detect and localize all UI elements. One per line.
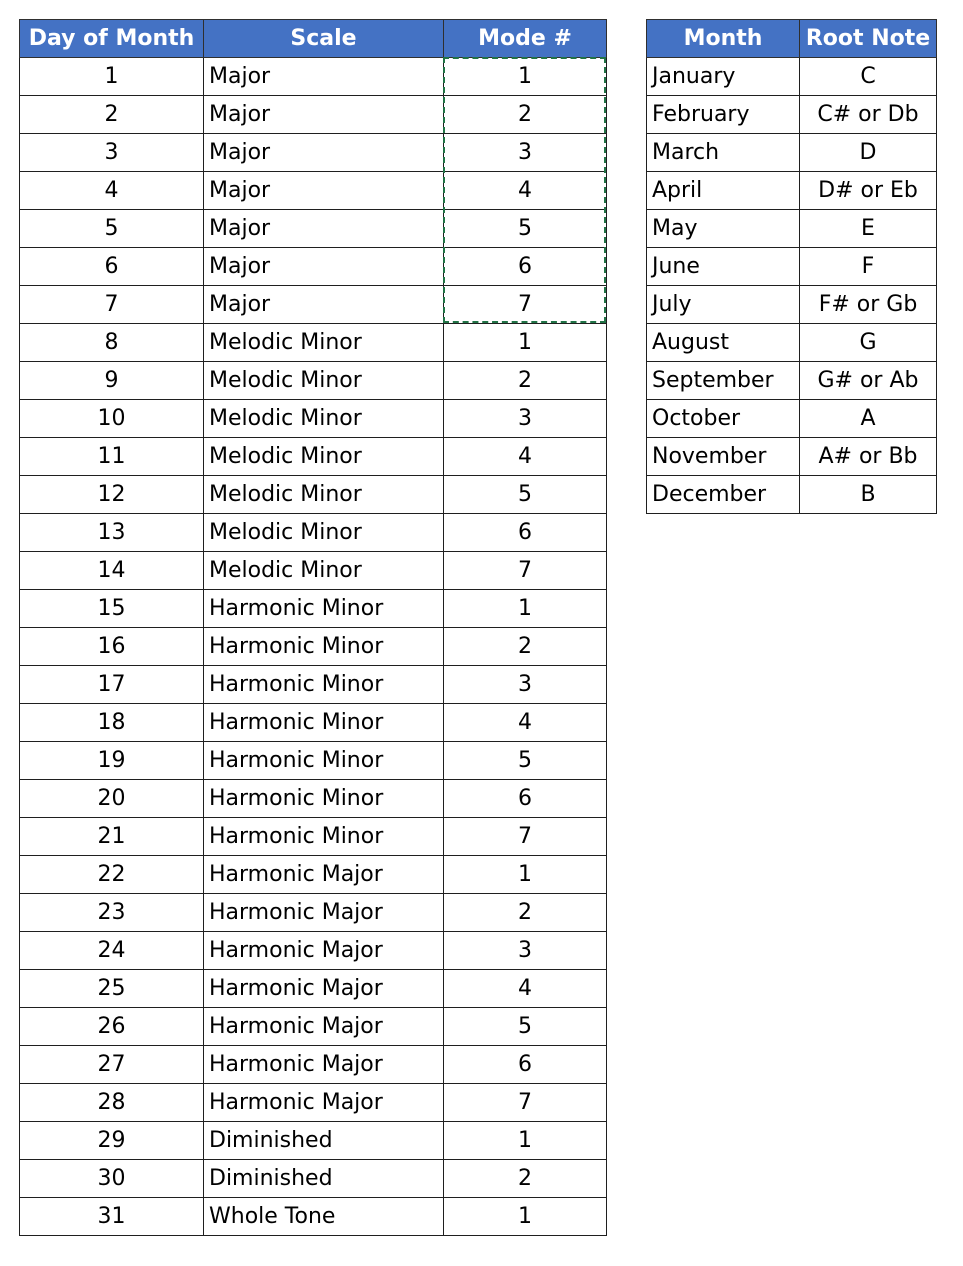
table-row bbox=[20, 476, 607, 514]
cell-month[interactable]: August bbox=[647, 324, 800, 362]
cell-mode[interactable]: 3 bbox=[444, 666, 607, 704]
table-row bbox=[20, 818, 607, 856]
cell-root-note[interactable]: A bbox=[800, 400, 937, 438]
table-row bbox=[20, 514, 607, 552]
table-row bbox=[20, 704, 607, 742]
table-row bbox=[647, 362, 937, 400]
cell-scale[interactable]: Major bbox=[204, 96, 444, 134]
month-header-row bbox=[647, 20, 937, 58]
cell-scale[interactable]: Harmonic Major bbox=[204, 1084, 444, 1122]
cell-root-note[interactable]: B bbox=[800, 476, 937, 514]
table-row bbox=[647, 172, 937, 210]
cell-root-note[interactable]: F bbox=[800, 248, 937, 286]
cell-day[interactable]: 6 bbox=[20, 248, 204, 286]
cell-day[interactable]: 7 bbox=[20, 286, 204, 324]
cell-mode[interactable]: 3 bbox=[444, 134, 607, 172]
cell-day[interactable]: 14 bbox=[20, 552, 204, 590]
cell-month[interactable]: March bbox=[647, 134, 800, 172]
cell-scale[interactable]: Harmonic Major bbox=[204, 970, 444, 1008]
table-row bbox=[20, 1008, 607, 1046]
cell-mode[interactable]: 6 bbox=[444, 1046, 607, 1084]
header-root-note[interactable]: Root Note bbox=[800, 20, 937, 58]
table-row bbox=[20, 742, 607, 780]
table-row bbox=[20, 248, 607, 286]
table-row bbox=[647, 58, 937, 96]
cell-scale[interactable]: Harmonic Major bbox=[204, 894, 444, 932]
cell-mode[interactable]: 1 bbox=[444, 1198, 607, 1236]
cell-day[interactable]: 3 bbox=[20, 134, 204, 172]
cell-mode[interactable]: 7 bbox=[444, 1084, 607, 1122]
cell-scale[interactable]: Major bbox=[204, 210, 444, 248]
cell-mode[interactable]: 2 bbox=[444, 96, 607, 134]
cell-scale[interactable]: Harmonic Major bbox=[204, 932, 444, 970]
table-row bbox=[20, 362, 607, 400]
cell-scale[interactable]: Harmonic Minor bbox=[204, 742, 444, 780]
header-day-of-month[interactable]: Day of Month bbox=[20, 20, 204, 58]
table-row bbox=[20, 400, 607, 438]
cell-mode[interactable]: 7 bbox=[444, 818, 607, 856]
cell-root-note[interactable]: G# or Ab bbox=[800, 362, 937, 400]
table-row bbox=[20, 438, 607, 476]
cell-day[interactable]: 21 bbox=[20, 818, 204, 856]
table-row bbox=[20, 552, 607, 590]
cell-root-note[interactable]: F# or Gb bbox=[800, 286, 937, 324]
cell-mode[interactable]: 2 bbox=[444, 362, 607, 400]
cell-scale[interactable]: Major bbox=[204, 172, 444, 210]
cell-day[interactable]: 25 bbox=[20, 970, 204, 1008]
cell-mode[interactable]: 3 bbox=[444, 400, 607, 438]
cell-mode[interactable]: 1 bbox=[444, 58, 607, 96]
cell-root-note[interactable]: E bbox=[800, 210, 937, 248]
cell-mode[interactable]: 6 bbox=[444, 780, 607, 818]
cell-mode[interactable]: 6 bbox=[444, 514, 607, 552]
cell-scale[interactable]: Major bbox=[204, 58, 444, 96]
cell-scale[interactable]: Whole Tone bbox=[204, 1198, 444, 1236]
cell-day[interactable]: 27 bbox=[20, 1046, 204, 1084]
cell-mode[interactable]: 1 bbox=[444, 324, 607, 362]
cell-day[interactable]: 24 bbox=[20, 932, 204, 970]
cell-scale[interactable]: Harmonic Minor bbox=[204, 818, 444, 856]
cell-month[interactable]: September bbox=[647, 362, 800, 400]
cell-day[interactable]: 4 bbox=[20, 172, 204, 210]
scale-header-row bbox=[20, 20, 607, 58]
cell-scale[interactable]: Harmonic Minor bbox=[204, 780, 444, 818]
cell-scale[interactable]: Harmonic Minor bbox=[204, 666, 444, 704]
cell-mode[interactable]: 4 bbox=[444, 704, 607, 742]
cell-scale[interactable]: Major bbox=[204, 286, 444, 324]
table-row bbox=[647, 476, 937, 514]
cell-day[interactable]: 5 bbox=[20, 210, 204, 248]
cell-month[interactable]: May bbox=[647, 210, 800, 248]
cell-day[interactable]: 22 bbox=[20, 856, 204, 894]
table-row bbox=[20, 324, 607, 362]
table-row bbox=[20, 286, 607, 324]
cell-root-note[interactable]: C bbox=[800, 58, 937, 96]
cell-mode[interactable]: 1 bbox=[444, 590, 607, 628]
cell-scale[interactable]: Harmonic Minor bbox=[204, 704, 444, 742]
header-mode[interactable]: Mode # bbox=[444, 20, 607, 58]
cell-day[interactable]: 8 bbox=[20, 324, 204, 362]
header-month[interactable]: Month bbox=[647, 20, 800, 58]
cell-mode[interactable]: 4 bbox=[444, 172, 607, 210]
cell-month[interactable]: June bbox=[647, 248, 800, 286]
table-row bbox=[20, 1198, 607, 1236]
cell-day[interactable]: 20 bbox=[20, 780, 204, 818]
cell-root-note[interactable]: C# or Db bbox=[800, 96, 937, 134]
table-row bbox=[20, 96, 607, 134]
cell-scale[interactable]: Major bbox=[204, 248, 444, 286]
table-row bbox=[20, 628, 607, 666]
cell-root-note[interactable]: G bbox=[800, 324, 937, 362]
cell-scale[interactable]: Harmonic Major bbox=[204, 1046, 444, 1084]
cell-scale[interactable]: Melodic Minor bbox=[204, 400, 444, 438]
cell-scale[interactable]: Harmonic Minor bbox=[204, 628, 444, 666]
cell-day[interactable]: 12 bbox=[20, 476, 204, 514]
cell-scale[interactable]: Melodic Minor bbox=[204, 324, 444, 362]
cell-scale[interactable]: Harmonic Minor bbox=[204, 590, 444, 628]
cell-mode[interactable]: 6 bbox=[444, 248, 607, 286]
cell-mode[interactable]: 3 bbox=[444, 932, 607, 970]
cell-day[interactable]: 29 bbox=[20, 1122, 204, 1160]
table-row bbox=[647, 324, 937, 362]
month-table bbox=[646, 19, 937, 514]
cell-mode[interactable]: 5 bbox=[444, 476, 607, 514]
cell-mode[interactable]: 5 bbox=[444, 1008, 607, 1046]
cell-day[interactable]: 19 bbox=[20, 742, 204, 780]
table-row bbox=[647, 96, 937, 134]
cell-root-note[interactable]: A# or Bb bbox=[800, 438, 937, 476]
cell-scale[interactable]: Melodic Minor bbox=[204, 362, 444, 400]
cell-day[interactable]: 9 bbox=[20, 362, 204, 400]
cell-day[interactable]: 18 bbox=[20, 704, 204, 742]
cell-day[interactable]: 15 bbox=[20, 590, 204, 628]
cell-day[interactable]: 1 bbox=[20, 58, 204, 96]
cell-scale[interactable]: Melodic Minor bbox=[204, 514, 444, 552]
cell-scale[interactable]: Melodic Minor bbox=[204, 476, 444, 514]
cell-mode[interactable]: 2 bbox=[444, 894, 607, 932]
table-row bbox=[20, 1046, 607, 1084]
cell-mode[interactable]: 4 bbox=[444, 438, 607, 476]
table-row bbox=[647, 400, 937, 438]
cell-day[interactable]: 31 bbox=[20, 1198, 204, 1236]
cell-mode[interactable]: 5 bbox=[444, 210, 607, 248]
cell-mode[interactable]: 7 bbox=[444, 286, 607, 324]
cell-root-note[interactable]: D# or Eb bbox=[800, 172, 937, 210]
cell-month[interactable]: October bbox=[647, 400, 800, 438]
cell-month[interactable]: February bbox=[647, 96, 800, 134]
table-row bbox=[20, 894, 607, 932]
table-row bbox=[647, 286, 937, 324]
table-row bbox=[20, 780, 607, 818]
scale-table bbox=[19, 19, 607, 1236]
cell-scale[interactable]: Melodic Minor bbox=[204, 552, 444, 590]
cell-root-note[interactable]: D bbox=[800, 134, 937, 172]
cell-mode[interactable]: 7 bbox=[444, 552, 607, 590]
cell-mode[interactable]: 1 bbox=[444, 1122, 607, 1160]
cell-scale[interactable]: Harmonic Major bbox=[204, 1008, 444, 1046]
table-row bbox=[647, 210, 937, 248]
cell-mode[interactable]: 5 bbox=[444, 742, 607, 780]
cell-mode[interactable]: 4 bbox=[444, 970, 607, 1008]
table-row bbox=[20, 590, 607, 628]
cell-day[interactable]: 26 bbox=[20, 1008, 204, 1046]
cell-scale[interactable]: Diminished bbox=[204, 1160, 444, 1198]
cell-scale[interactable]: Harmonic Major bbox=[204, 856, 444, 894]
cell-day[interactable]: 11 bbox=[20, 438, 204, 476]
cell-mode[interactable]: 1 bbox=[444, 856, 607, 894]
header-scale[interactable]: Scale bbox=[204, 20, 444, 58]
cell-day[interactable]: 16 bbox=[20, 628, 204, 666]
cell-month[interactable]: April bbox=[647, 172, 800, 210]
table-row bbox=[20, 856, 607, 894]
table-row bbox=[20, 1160, 607, 1198]
table-row bbox=[20, 172, 607, 210]
cell-day[interactable]: 23 bbox=[20, 894, 204, 932]
cell-month[interactable]: November bbox=[647, 438, 800, 476]
cell-month[interactable]: January bbox=[647, 58, 800, 96]
cell-mode[interactable]: 2 bbox=[444, 628, 607, 666]
table-row bbox=[20, 932, 607, 970]
cell-day[interactable]: 17 bbox=[20, 666, 204, 704]
cell-month[interactable]: December bbox=[647, 476, 800, 514]
cell-mode[interactable]: 2 bbox=[444, 1160, 607, 1198]
table-row bbox=[20, 58, 607, 96]
cell-day[interactable]: 2 bbox=[20, 96, 204, 134]
table-row bbox=[20, 1122, 607, 1160]
table-row bbox=[20, 210, 607, 248]
table-row bbox=[20, 1084, 607, 1122]
cell-day[interactable]: 10 bbox=[20, 400, 204, 438]
cell-scale[interactable]: Diminished bbox=[204, 1122, 444, 1160]
table-row bbox=[647, 248, 937, 286]
cell-day[interactable]: 30 bbox=[20, 1160, 204, 1198]
table-row bbox=[20, 134, 607, 172]
table-row bbox=[20, 970, 607, 1008]
cell-day[interactable]: 13 bbox=[20, 514, 204, 552]
cell-month[interactable]: July bbox=[647, 286, 800, 324]
table-row bbox=[647, 134, 937, 172]
cell-day[interactable]: 28 bbox=[20, 1084, 204, 1122]
table-row bbox=[20, 666, 607, 704]
cell-scale[interactable]: Melodic Minor bbox=[204, 438, 444, 476]
cell-scale[interactable]: Major bbox=[204, 134, 444, 172]
table-row bbox=[647, 438, 937, 476]
